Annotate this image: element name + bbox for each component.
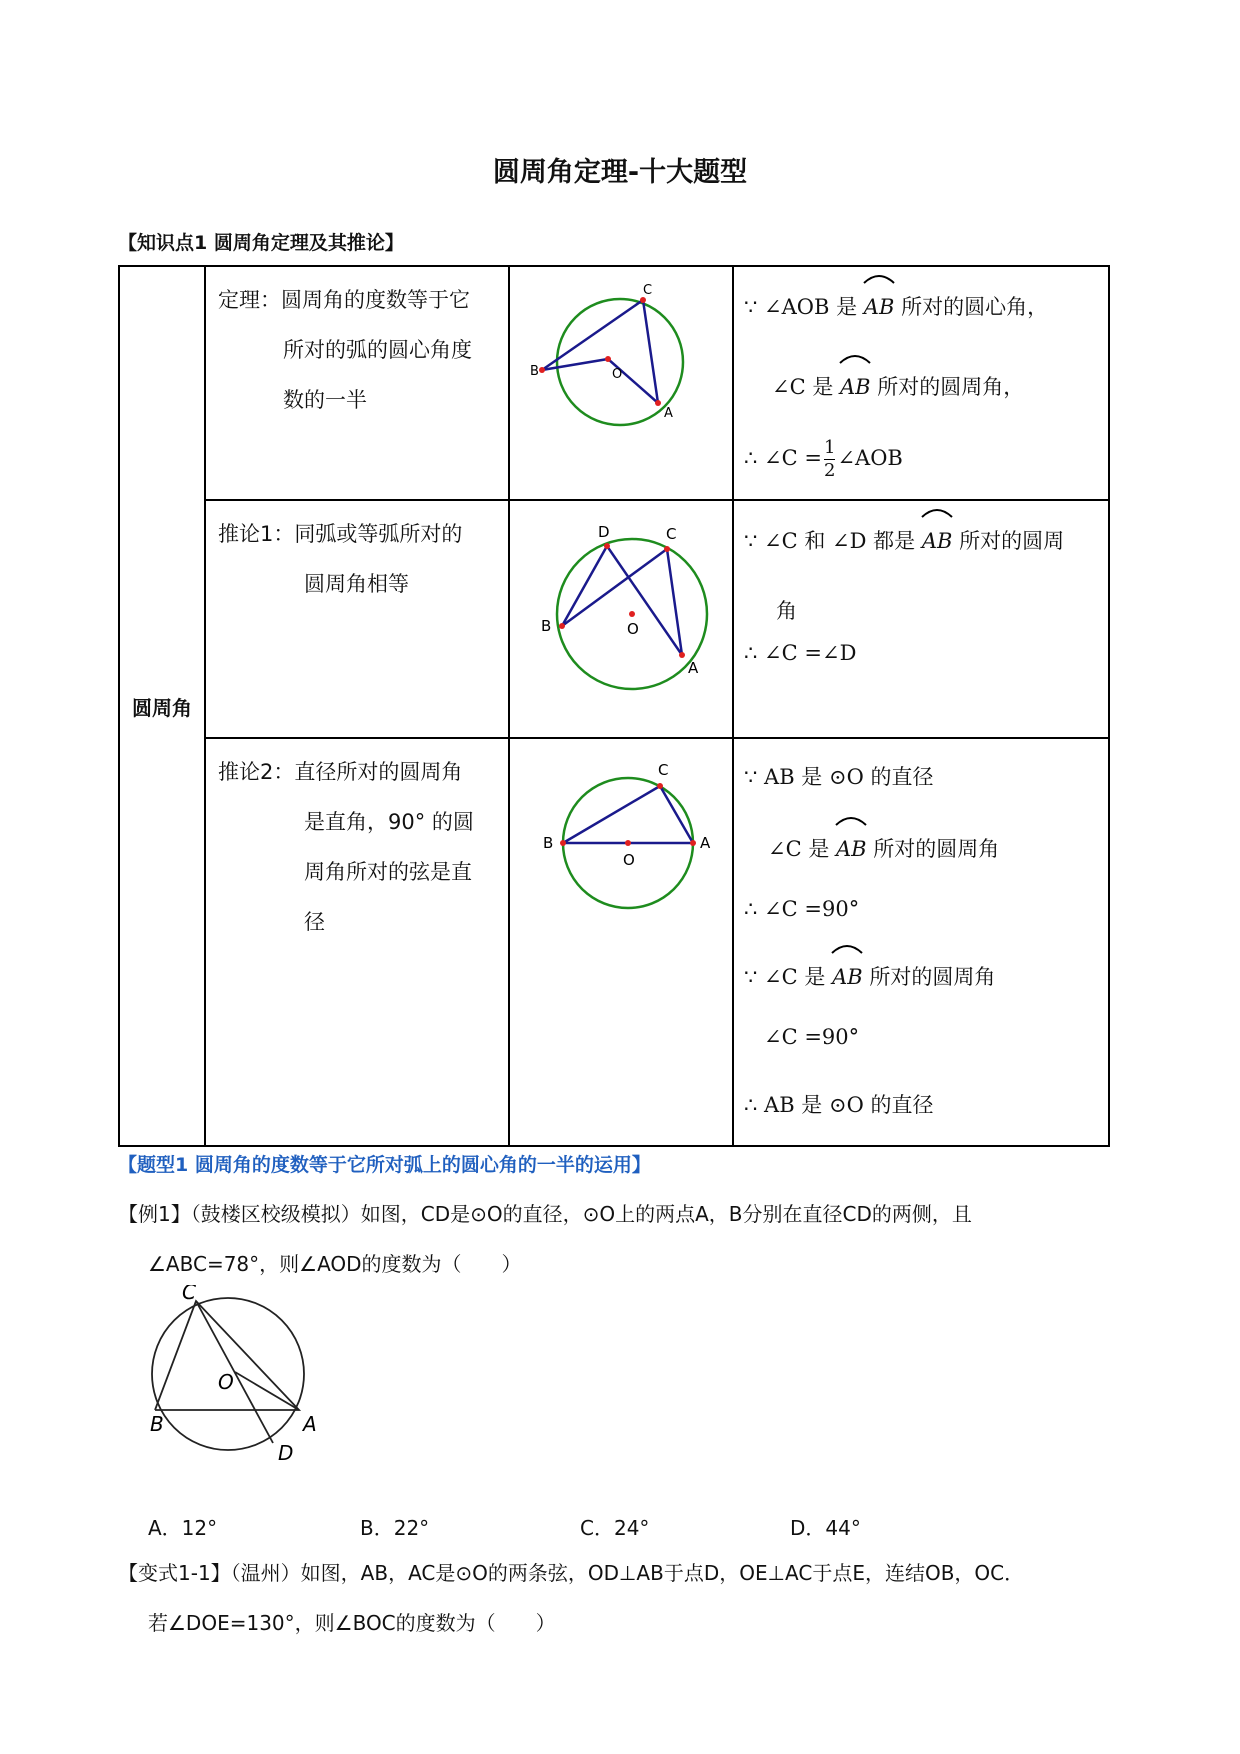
proof-text: 所对的圆周角， bbox=[870, 375, 1025, 399]
arc-label: AB bbox=[840, 375, 871, 399]
fraction-denominator: 2 bbox=[823, 460, 836, 481]
proof-text: ∠C 是 bbox=[768, 837, 837, 861]
label-o: O bbox=[627, 620, 639, 638]
statement-line: 圆周角相等 bbox=[304, 572, 409, 596]
proof-line bbox=[772, 371, 1024, 401]
label-o: O bbox=[623, 851, 635, 869]
label-b: B bbox=[543, 834, 554, 852]
side-label: 圆周角 bbox=[132, 695, 192, 720]
knowledge-heading: 【知识点1 圆周角定理及其推论】 bbox=[118, 232, 404, 254]
diagram-cell bbox=[509, 738, 733, 1146]
point-b bbox=[539, 367, 545, 373]
proof-text: 所对的圆周角 bbox=[866, 837, 1000, 861]
page-title: 圆周角定理-十大题型 bbox=[492, 157, 748, 188]
label-c: C bbox=[643, 283, 653, 298]
arc-notation bbox=[922, 529, 953, 553]
statement-line: 推论2：直径所对的圆周角 bbox=[218, 760, 463, 784]
proof-text: ∵ ∠C 和 ∠D 都是 bbox=[744, 529, 922, 553]
diagram-cell bbox=[509, 266, 733, 500]
label-c: C bbox=[182, 1285, 196, 1304]
corollary2-diagram bbox=[510, 739, 732, 939]
proof-line: ∴ ∠C =90° bbox=[744, 897, 860, 921]
proof-line: 角 bbox=[776, 599, 797, 623]
angle-c-lines bbox=[562, 549, 682, 655]
point-c bbox=[657, 783, 663, 789]
point-b bbox=[559, 623, 565, 629]
label-b: B bbox=[150, 1412, 164, 1436]
example1-line2: ∠ABC=78°，则∠AOD的度数为（ ） bbox=[148, 1252, 522, 1276]
arc-notation bbox=[864, 295, 895, 319]
proof-cell bbox=[733, 266, 1109, 500]
label-a: A bbox=[303, 1412, 317, 1436]
theorem-diagram bbox=[510, 267, 732, 495]
type1-heading: 【题型1 圆周角的度数等于它所对弧上的圆心角的一半的运用】 bbox=[118, 1154, 651, 1176]
point-b bbox=[560, 840, 566, 846]
statement-line: 周角所对的弦是直 bbox=[304, 860, 472, 884]
proof-text: ∵ ∠C 是 bbox=[744, 965, 833, 989]
proof-line: ∠C =90° bbox=[764, 1025, 860, 1049]
proof-text: 所对的圆周角 bbox=[862, 965, 996, 989]
variant1-line1: 【变式1-1】（温州）如图，AB，AC是⊙O的两条弦，OD⊥AB于点D，OE⊥AC于点E，连结OB，OC． bbox=[118, 1561, 1025, 1585]
arc-label: AB bbox=[863, 295, 895, 319]
point-a bbox=[690, 840, 696, 846]
proof-text: ∵ ∠AOB 是 bbox=[744, 295, 864, 319]
example1-figure bbox=[140, 1285, 340, 1470]
triangle-lines bbox=[563, 786, 693, 843]
point-o bbox=[625, 840, 631, 846]
proof-line: ∴ AB 是 ⊙O 的直径 bbox=[744, 1093, 934, 1117]
proof-cell bbox=[733, 500, 1109, 738]
proof-text: ∴ ∠C = bbox=[744, 446, 822, 470]
point-a bbox=[655, 400, 661, 406]
label-b: B bbox=[541, 617, 552, 635]
label-b: B bbox=[530, 364, 539, 379]
proof-text: 所对的圆心角， bbox=[894, 295, 1049, 319]
label-c: C bbox=[666, 525, 677, 543]
point-c bbox=[664, 546, 670, 552]
proof-line bbox=[768, 833, 999, 863]
option-c: C．24° bbox=[580, 1516, 650, 1540]
label-c: C bbox=[658, 761, 669, 779]
option-b: B．22° bbox=[360, 1516, 430, 1540]
label-o: O bbox=[612, 367, 623, 382]
label-a: A bbox=[700, 834, 711, 852]
fraction-numerator: 1 bbox=[823, 437, 836, 458]
option-d: D．44° bbox=[790, 1516, 861, 1540]
arc-label: AB bbox=[836, 837, 867, 861]
proof-line: ∴ ∠C =∠D bbox=[744, 641, 857, 665]
table-row bbox=[119, 266, 1109, 500]
table-row bbox=[119, 738, 1109, 1146]
proof-text: ∠C 是 bbox=[772, 375, 841, 399]
example1-line1: 【例1】（鼓楼区校级模拟）如图，CD是⊙O的直径，⊙O上的两点A，B分别在直径CD的两侧，且 bbox=[118, 1202, 972, 1226]
arc-notation bbox=[840, 375, 871, 399]
proof-cell bbox=[733, 738, 1109, 1146]
statement-line: 数的一半 bbox=[283, 388, 367, 412]
statement-cell bbox=[205, 500, 509, 738]
statement-line: 是直角，90° 的圆 bbox=[304, 810, 474, 834]
label-a: A bbox=[688, 659, 699, 677]
arc-notation bbox=[832, 965, 863, 989]
table-row bbox=[119, 500, 1109, 738]
variant1-line2: 若∠DOE=130°，则∠BOC的度数为（ ） bbox=[148, 1611, 556, 1635]
proof-line: ∵ AB 是 ⊙O 的直径 bbox=[744, 765, 934, 789]
knowledge-table bbox=[118, 265, 1110, 1147]
proof-text: 所对的圆周 bbox=[952, 529, 1065, 553]
proof-line bbox=[744, 437, 903, 482]
point-o bbox=[605, 356, 611, 362]
label-d: D bbox=[278, 1441, 294, 1465]
arc-label: AB bbox=[921, 529, 953, 553]
label-d: D bbox=[598, 523, 610, 541]
angle-d-lines bbox=[562, 546, 682, 655]
statement-cell bbox=[205, 266, 509, 500]
proof-line bbox=[744, 291, 1048, 321]
arc-label: AB bbox=[832, 965, 863, 989]
side-label-cell bbox=[119, 266, 205, 1146]
statement-line: 径 bbox=[304, 910, 325, 934]
label-o: O bbox=[218, 1370, 234, 1394]
label-a: A bbox=[664, 406, 673, 421]
corollary1-diagram bbox=[510, 501, 732, 733]
statement-line: 定理：圆周角的度数等于它 bbox=[218, 288, 470, 312]
option-a: A．12° bbox=[148, 1516, 218, 1540]
point-d bbox=[604, 543, 610, 549]
statement-line: 推论1：同弧或等弧所对的 bbox=[218, 522, 463, 546]
proof-line bbox=[744, 961, 995, 991]
arc-notation bbox=[836, 837, 867, 861]
statement-cell bbox=[205, 738, 509, 1146]
proof-text: ∠AOB bbox=[837, 446, 903, 470]
fraction bbox=[824, 437, 835, 482]
diagram-cell bbox=[509, 500, 733, 738]
proof-line bbox=[744, 525, 1064, 555]
point-o bbox=[629, 611, 635, 617]
point-a bbox=[679, 652, 685, 658]
diameter-cd bbox=[196, 1301, 273, 1443]
statement-line: 所对的弧的圆心角度 bbox=[283, 338, 472, 362]
